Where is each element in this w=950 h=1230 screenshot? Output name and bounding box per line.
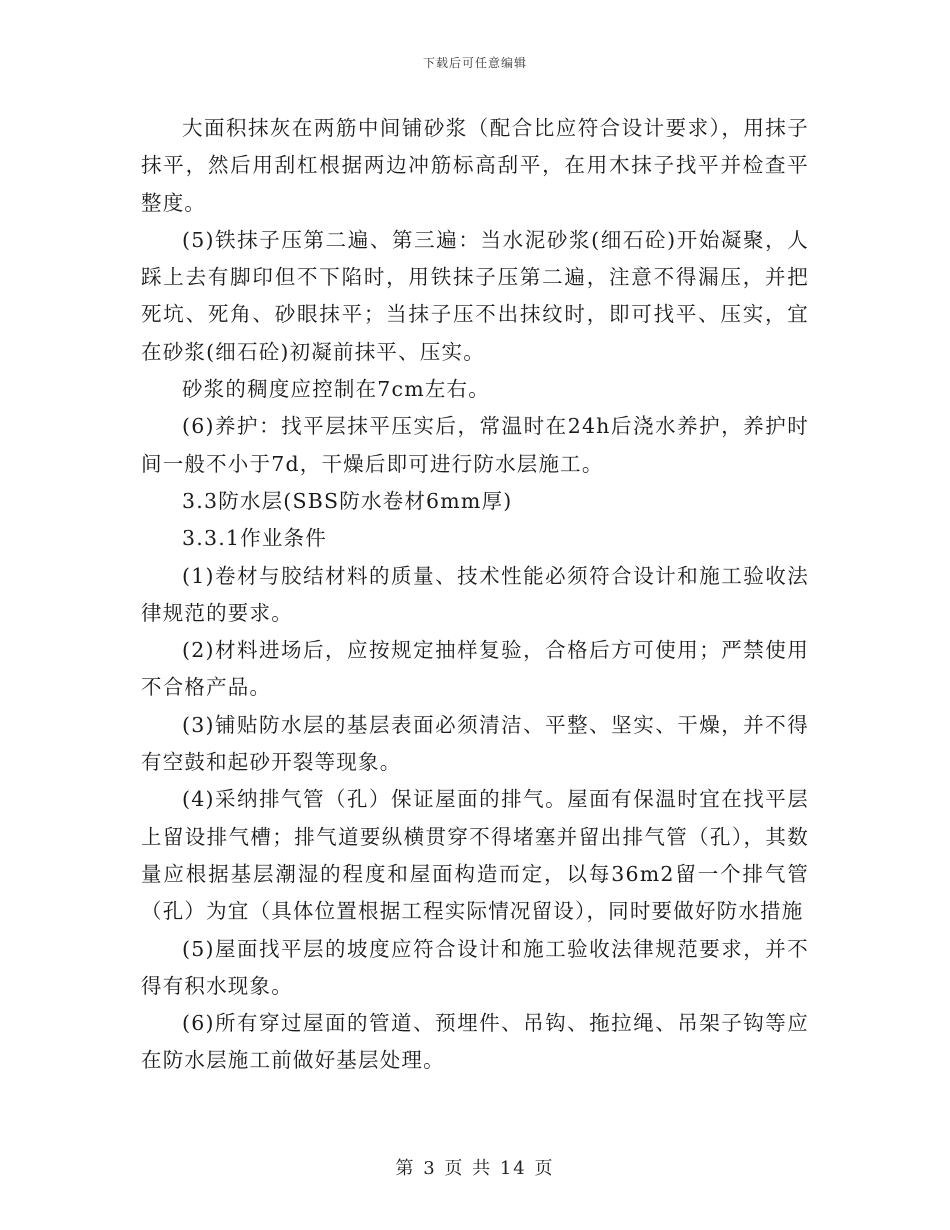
paragraph: (4)采纳排气管（孔）保证屋面的排气。屋面有保温时宜在找平层上留设排气槽；排气道要纵横贯穿不得堵塞并留出排气管（孔），其数量应根据基层潮湿的程度和屋面构造而定，以每36m2留一个排气管（孔）为宜（具体位置根据工程实际情况留设），同时要做好防水措施 xyxy=(141,787,809,924)
paragraph: (6)养护：找平层抹平压实后，常温时在24h后浇水养护，养护时间一般不小于7d，干燥后即可进行防水层施工。 xyxy=(141,414,809,476)
paragraph: (6)所有穿过屋面的管道、预埋件、吊钩、拖拉绳、吊架子钩等应在防水层施工前做好基层处理。 xyxy=(141,1011,809,1073)
paragraph: (5)铁抹子压第二遍、第三遍：当水泥砂浆(细石砼)开始凝聚，人踩上去有脚印但不下陷时，用铁抹子压第二遍，注意不得漏压，并把死坑、死角、砂眼抹平；当抹子压不出抹纹时，即可找平、压实，宜在砂浆(细石砼)初凝前抹平、压实。 xyxy=(141,227,809,364)
document-body xyxy=(141,110,809,1080)
page-header-note: 下载后可任意编辑 xyxy=(422,56,527,70)
section-heading: 3.3防水层(SBS防水卷材6mm厚) xyxy=(182,488,513,513)
paragraph: 大面积抹灰在两筋中间铺砂浆（配合比应符合设计要求），用抹子抹平，然后用刮杠根据两边冲筋标高刮平，在用木抹子找平并检查平整度。 xyxy=(141,116,809,215)
paragraph: 砂浆的稠度应控制在7cm左右。 xyxy=(182,377,490,402)
paragraph: (1)卷材与胶结材料的质量、技术性能必须符合设计和施工验收法律规范的要求。 xyxy=(141,563,809,625)
page-number: 第 3 页 共 14 页 xyxy=(395,1158,555,1179)
paragraph: (2)材料进场后，应按规定抽样复验，合格后方可使用；严禁使用不合格产品。 xyxy=(141,638,809,700)
paragraph: (3)铺贴防水层的基层表面必须清洁、平整、坚实、干燥，并不得有空鼓和起砂开裂等现象。 xyxy=(141,712,809,775)
paragraph: (5)屋面找平层的坡度应符合设计和施工验收法律规范要求，并不得有积水现象。 xyxy=(141,936,809,998)
subsection-heading: 3.3.1作业条件 xyxy=(182,526,327,551)
